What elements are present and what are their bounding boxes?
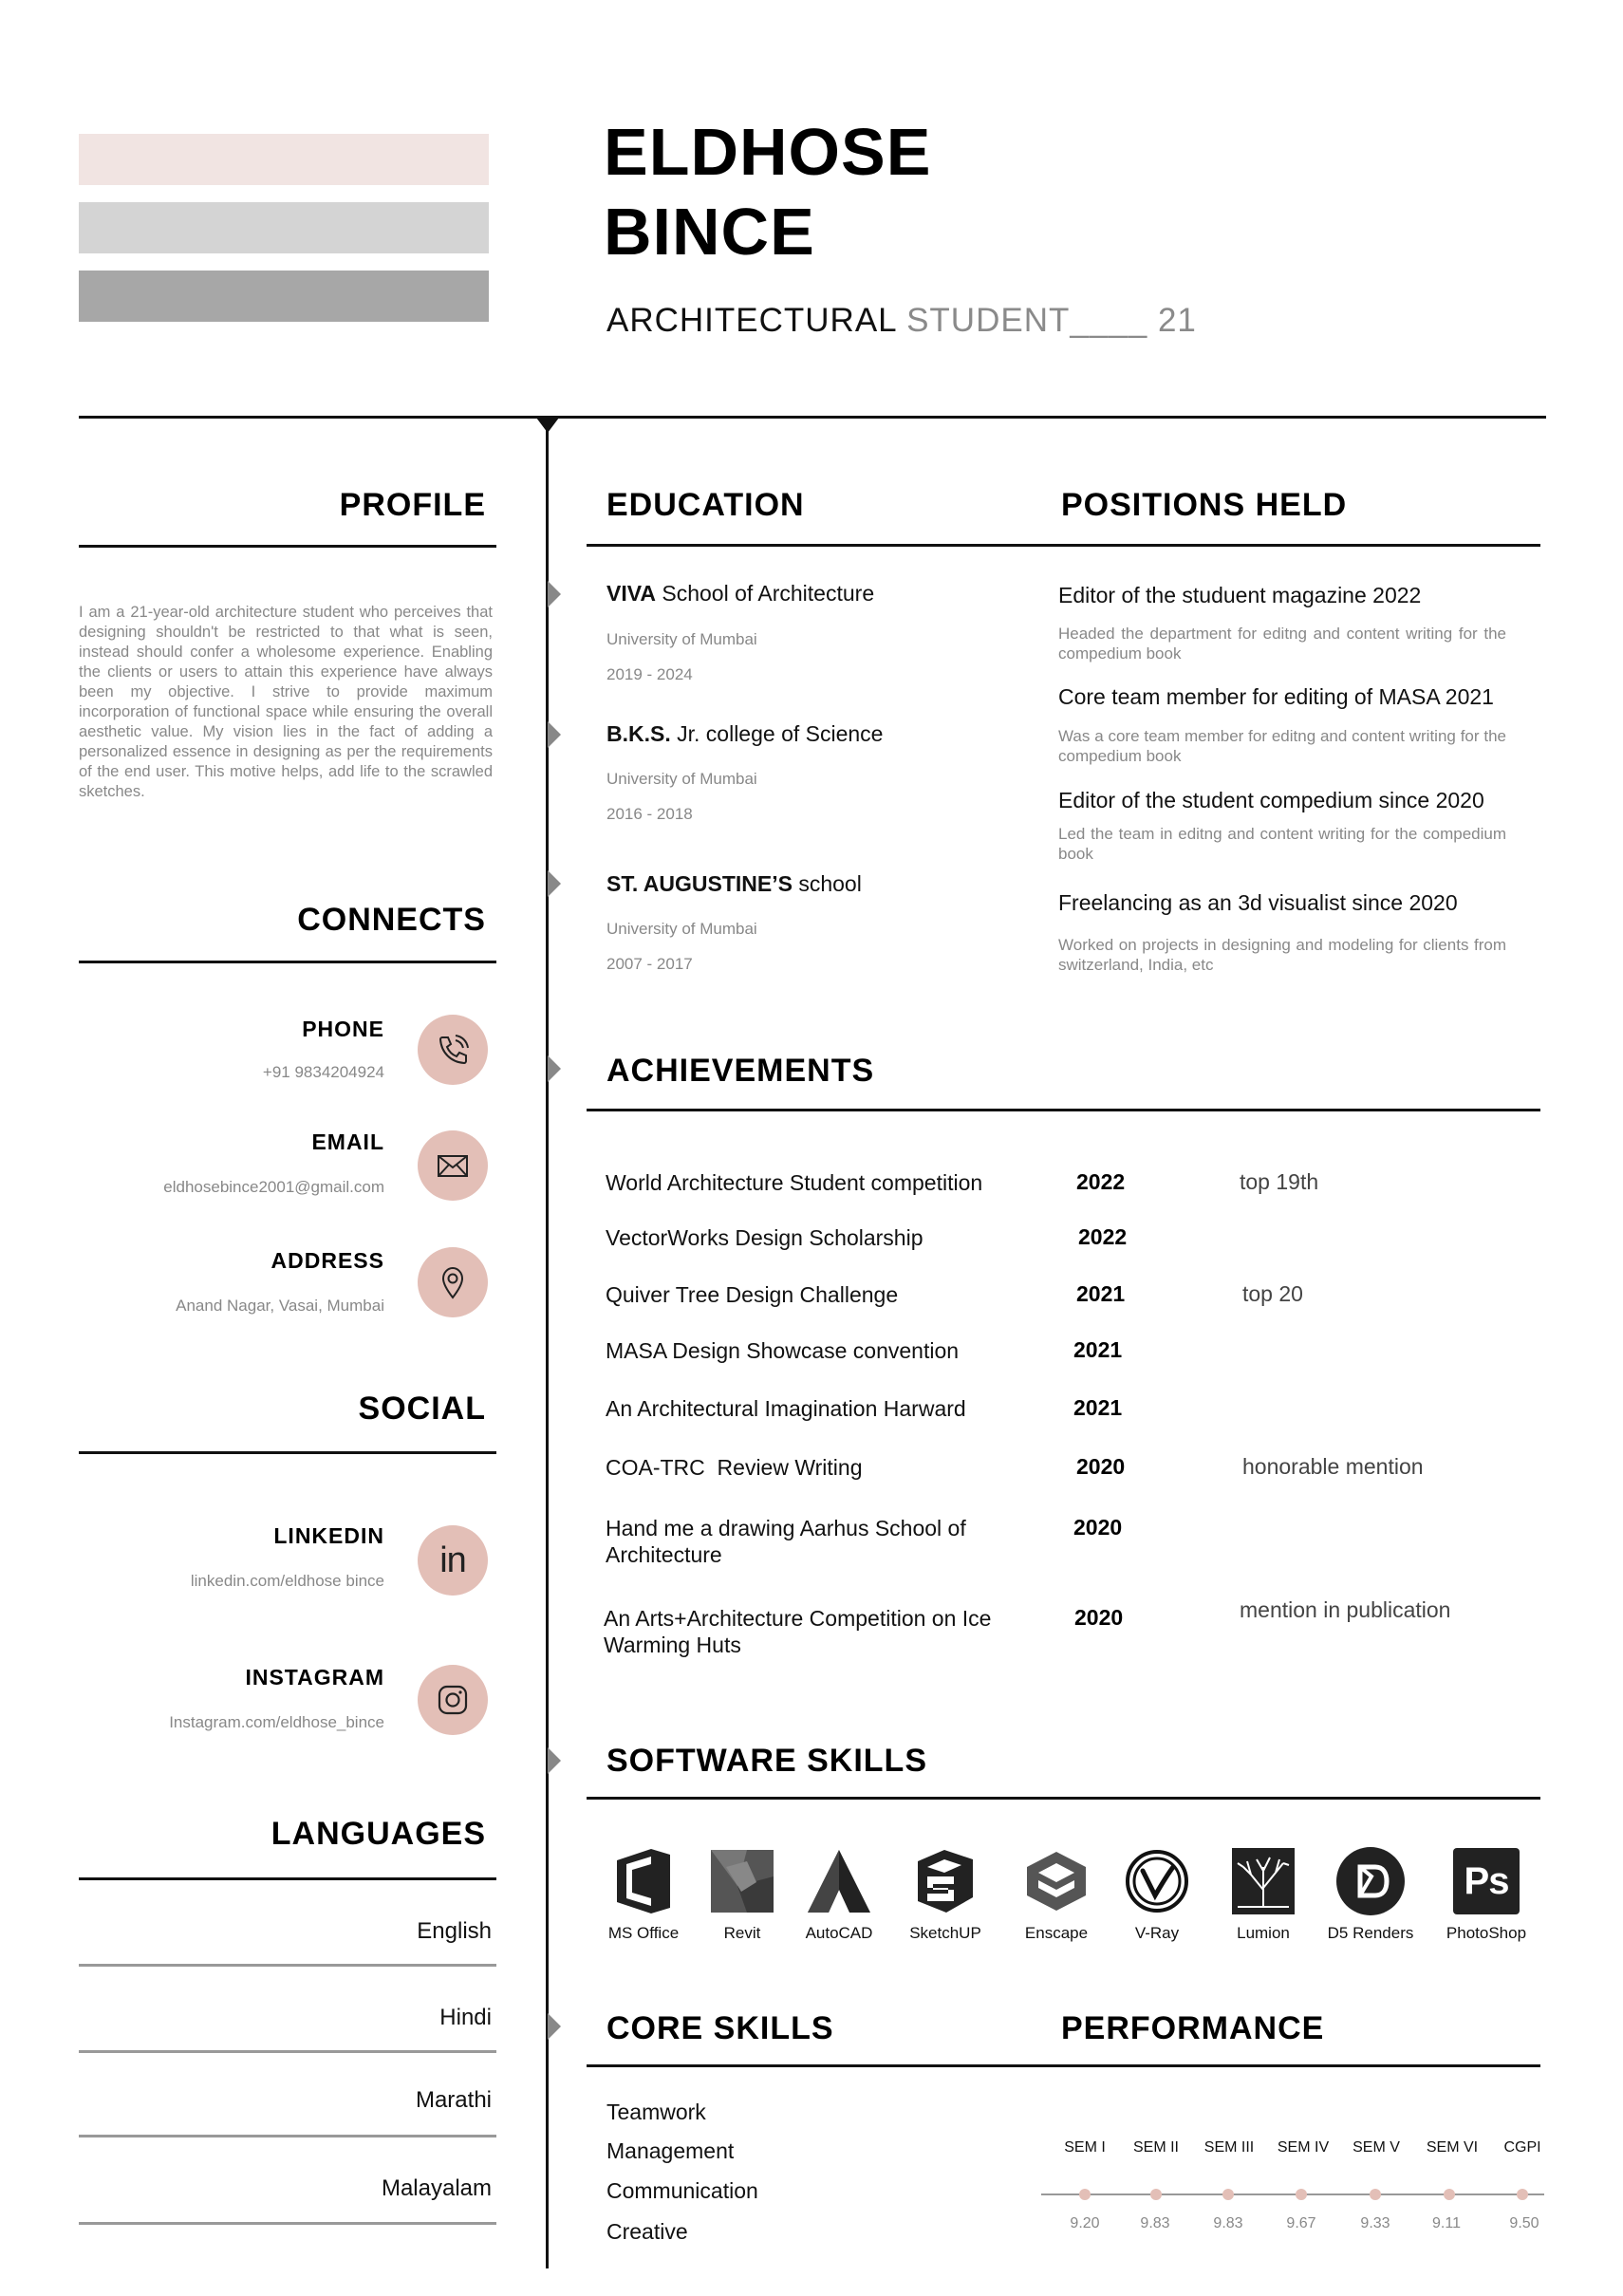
achievement-year-4: 2021 bbox=[1073, 1337, 1123, 1362]
candidate-name bbox=[604, 112, 931, 271]
address-label: ADDRESS bbox=[270, 1248, 384, 1273]
software-label-lumion: Lumion bbox=[1237, 1924, 1290, 1942]
positions-heading: POSITIONS HELD bbox=[1061, 487, 1348, 523]
achievement-year-1: 2022 bbox=[1076, 1169, 1126, 1194]
performance-label-6: SEM VI bbox=[1426, 2139, 1479, 2156]
profile-heading: PROFILE bbox=[339, 487, 486, 523]
profile-text: I am a 21-year-old architecture student who perceives that designing shouldn't be restricted to that what is seen, instead should confer a wholesome experience. Enabling the clients or users to attain this experience have always been my objective. I strive to provide maximum incorporation of functional space while ensuring the overall aesthetic value. My vision lies in the fact of adding a personalized essence in designing as per the requirements of the end user. This motive helps, add life to the scrawled sketches. bbox=[79, 604, 493, 800]
education-bold-3: ST. AUGUSTINE’S bbox=[606, 871, 793, 896]
instagram-value[interactable]: Instagram.com/eldhose_bince bbox=[169, 1713, 384, 1731]
achievements-heading: ACHIEVEMENTS bbox=[606, 1053, 875, 1089]
linkedin-value[interactable]: linkedin.com/eldhose bince bbox=[190, 1572, 384, 1590]
first-name: ELDHOSE bbox=[604, 115, 932, 189]
software-label-revit: Revit bbox=[723, 1924, 761, 1942]
achievement-year-5: 2021 bbox=[1073, 1395, 1123, 1420]
ms-office-icon bbox=[613, 1847, 674, 1915]
software-photoshop bbox=[1429, 1846, 1543, 1943]
instagram-icon bbox=[434, 1681, 472, 1719]
performance-value-3: 9.83 bbox=[1213, 2215, 1243, 2231]
social-divider bbox=[79, 1451, 496, 1454]
software-autocad bbox=[782, 1846, 896, 1943]
achievement-name-1: World Architecture Student competition bbox=[606, 1170, 983, 1195]
achievement-year-6: 2020 bbox=[1076, 1454, 1126, 1479]
performance-label-3: SEM III bbox=[1203, 2139, 1255, 2156]
software-lumion bbox=[1206, 1846, 1320, 1943]
performance-dot-3 bbox=[1222, 2189, 1234, 2200]
language-line-4 bbox=[79, 2222, 496, 2225]
phone-icon bbox=[434, 1031, 472, 1069]
phone-circle[interactable] bbox=[418, 1015, 488, 1085]
software-heading: SOFTWARE SKILLS bbox=[606, 1743, 927, 1779]
achievement-year-3: 2021 bbox=[1076, 1281, 1126, 1306]
achievements-divider bbox=[587, 1109, 1540, 1111]
column-divider bbox=[546, 418, 549, 2268]
education-title-1 bbox=[606, 581, 874, 607]
header-divider bbox=[79, 416, 1546, 419]
software-enscape bbox=[999, 1846, 1113, 1943]
lumion-icon bbox=[1230, 1846, 1297, 1916]
achievement-name-4: MASA Design Showcase convention bbox=[606, 1338, 960, 1363]
achievement-note-6: honorable mention bbox=[1242, 1454, 1424, 1479]
sketchup-icon bbox=[912, 1848, 979, 1914]
achievement-name-7: Hand me a drawing Aarhus School of Architecture bbox=[606, 1516, 966, 1567]
performance-value-6: 9.11 bbox=[1432, 2215, 1461, 2231]
performance-label-5: SEM V bbox=[1352, 2139, 1400, 2156]
performance-label-2: SEM II bbox=[1132, 2139, 1180, 2156]
phone-label: PHONE bbox=[302, 1017, 384, 1041]
education-university-3: University of Mumbai bbox=[606, 920, 757, 938]
language-line-1 bbox=[79, 1964, 496, 1967]
performance-value-1: 9.20 bbox=[1070, 2215, 1100, 2231]
position-title-2: Core team member for editing of MASA 2021 bbox=[1058, 684, 1494, 709]
performance-value-7: 9.50 bbox=[1509, 2215, 1539, 2231]
education-rest-3: school bbox=[792, 871, 862, 896]
performance-dot-1 bbox=[1079, 2189, 1091, 2200]
marker-education-2 bbox=[548, 721, 561, 748]
marker-education-3 bbox=[548, 870, 561, 897]
email-value[interactable]: eldhosebince2001@gmail.com bbox=[163, 1178, 384, 1196]
instagram-circle[interactable] bbox=[418, 1665, 488, 1735]
position-title-1: Editor of the studuent magazine 2022 bbox=[1058, 583, 1422, 607]
achievement-year-8: 2020 bbox=[1074, 1605, 1124, 1630]
marker-achievements bbox=[548, 1055, 561, 1082]
software-label-enscape: Enscape bbox=[1024, 1924, 1089, 1942]
performance-dot-4 bbox=[1296, 2189, 1307, 2200]
swatch-pink bbox=[79, 134, 489, 185]
divider-apex bbox=[536, 418, 559, 433]
language-english: English bbox=[417, 1918, 492, 1944]
language-malayalam: Malayalam bbox=[381, 2175, 492, 2201]
software-label-d5-renders: D5 Renders bbox=[1327, 1924, 1414, 1942]
education-years-1: 2019 - 2024 bbox=[606, 665, 693, 683]
performance-value-4: 9.67 bbox=[1286, 2215, 1316, 2231]
achievement-note-8: mention in publication bbox=[1240, 1597, 1451, 1622]
education-title-3 bbox=[606, 871, 862, 897]
location-icon bbox=[434, 1263, 472, 1301]
software-sketchup bbox=[888, 1846, 1002, 1943]
autocad-icon bbox=[806, 1848, 872, 1914]
performance-label-1: SEM I bbox=[1064, 2139, 1106, 2156]
languages-heading: LANGUAGES bbox=[270, 1816, 486, 1852]
photoshop-glyph: Ps bbox=[1464, 1859, 1509, 1902]
vray-icon bbox=[1124, 1848, 1190, 1914]
mail-icon bbox=[434, 1147, 472, 1185]
education-rest-1: School of Architecture bbox=[655, 581, 875, 606]
languages-divider bbox=[79, 1877, 496, 1880]
education-university-2: University of Mumbai bbox=[606, 770, 757, 788]
software-label-vray: V-Ray bbox=[1134, 1924, 1180, 1942]
software-label-ms-office: MS Office bbox=[607, 1924, 680, 1942]
performance-track bbox=[1041, 2193, 1544, 2195]
address-circle[interactable] bbox=[418, 1247, 488, 1317]
performance-value-5: 9.33 bbox=[1360, 2215, 1390, 2231]
d5-renders-icon bbox=[1335, 1846, 1406, 1916]
achievement-name-6: COA-TRC Review Writing bbox=[606, 1455, 863, 1480]
software-label-autocad: AutoCAD bbox=[805, 1924, 873, 1942]
last-name: BINCE bbox=[604, 195, 815, 269]
software-vray bbox=[1100, 1846, 1214, 1943]
education-years-3: 2007 - 2017 bbox=[606, 955, 693, 973]
education-years-2: 2016 - 2018 bbox=[606, 805, 693, 823]
connects-heading: CONNECTS bbox=[297, 902, 486, 938]
performance-label-7: CGPI bbox=[1503, 2139, 1541, 2156]
achievement-note-3: top 20 bbox=[1242, 1281, 1303, 1306]
profile-divider bbox=[79, 545, 496, 548]
position-desc-3: Led the team in editng and content writing for the compedium book bbox=[1058, 825, 1506, 863]
position-desc-2: Was a core team member for editng and content writing for the compedium book bbox=[1058, 727, 1506, 765]
language-line-2 bbox=[79, 2050, 496, 2053]
phone-value[interactable]: +91 9834204924 bbox=[262, 1063, 384, 1081]
software-label-photoshop: PhotoShop bbox=[1446, 1924, 1527, 1942]
software-label-sketchup: SketchUP bbox=[909, 1924, 981, 1942]
linkedin-label: LINKEDIN bbox=[273, 1523, 384, 1548]
core-skill-communication: Communication bbox=[606, 2178, 758, 2203]
achievement-year-2: 2022 bbox=[1078, 1224, 1128, 1249]
revit-icon bbox=[709, 1848, 775, 1914]
marker-software bbox=[548, 1747, 561, 1774]
marker-core-skills bbox=[548, 2013, 561, 2040]
performance-value-2: 9.83 bbox=[1140, 2215, 1170, 2231]
address-value: Anand Nagar, Vasai, Mumbai bbox=[176, 1297, 384, 1315]
performance-heading: PERFORMANCE bbox=[1061, 2010, 1325, 2046]
software-d5-renders bbox=[1314, 1846, 1427, 1943]
performance-dot-7 bbox=[1517, 2189, 1528, 2200]
core-skills-divider bbox=[587, 2064, 1540, 2067]
performance-label-4: SEM IV bbox=[1277, 2139, 1330, 2156]
role-main: ARCHITECTURAL bbox=[606, 302, 897, 339]
position-title-4: Freelancing as an 3d visualist since 2020 bbox=[1058, 890, 1458, 915]
position-desc-1: Headed the department for editng and content writing for the compedium book bbox=[1058, 625, 1506, 663]
age: 21 bbox=[1157, 302, 1197, 339]
linkedin-circle[interactable] bbox=[418, 1525, 488, 1596]
linkedin-icon: in bbox=[439, 1540, 466, 1580]
role-secondary: STUDENT bbox=[906, 302, 1071, 339]
education-heading: EDUCATION bbox=[606, 487, 805, 523]
achievement-name-2: VectorWorks Design Scholarship bbox=[606, 1225, 923, 1250]
language-hindi: Hindi bbox=[439, 2005, 492, 2030]
core-skill-creative: Creative bbox=[606, 2219, 688, 2244]
achievement-name-8: An Arts+Architecture Competition on Ice Warming Huts bbox=[604, 1606, 992, 1657]
email-label: EMAIL bbox=[311, 1129, 384, 1154]
position-title-3: Editor of the student compedium since 2020 bbox=[1058, 788, 1484, 812]
performance-dot-2 bbox=[1150, 2189, 1162, 2200]
language-marathi: Marathi bbox=[415, 2087, 492, 2113]
education-title-2 bbox=[606, 721, 883, 747]
achievement-note-1: top 19th bbox=[1240, 1169, 1319, 1194]
performance-dot-6 bbox=[1444, 2189, 1455, 2200]
role-title bbox=[606, 302, 1197, 340]
education-university-1: University of Mumbai bbox=[606, 630, 757, 648]
performance-dot-5 bbox=[1370, 2189, 1381, 2200]
core-skill-management: Management bbox=[606, 2138, 735, 2163]
role-separator: ____ bbox=[1070, 302, 1148, 339]
core-skills-heading: CORE SKILLS bbox=[606, 2010, 834, 2046]
social-heading: SOCIAL bbox=[358, 1391, 486, 1427]
achievement-year-7: 2020 bbox=[1073, 1515, 1123, 1540]
education-rest-2: Jr. college of Science bbox=[670, 721, 884, 746]
core-skill-teamwork: Teamwork bbox=[606, 2100, 706, 2124]
software-divider bbox=[587, 1797, 1540, 1800]
education-bold-1: VIVA bbox=[606, 581, 656, 606]
education-bold-2: B.K.S. bbox=[606, 721, 671, 746]
connects-divider bbox=[79, 961, 496, 963]
marker-education-1 bbox=[548, 581, 561, 607]
achievement-name-5: An Architectural Imagination Harward bbox=[606, 1396, 966, 1421]
photoshop-icon bbox=[1453, 1848, 1520, 1914]
software-ms-office bbox=[587, 1846, 700, 1943]
achievement-name-3: Quiver Tree Design Challenge bbox=[606, 1282, 899, 1307]
education-divider bbox=[587, 544, 1540, 547]
instagram-label: INSTAGRAM bbox=[245, 1665, 384, 1689]
email-circle[interactable] bbox=[418, 1130, 488, 1201]
language-line-3 bbox=[79, 2135, 496, 2137]
enscape-icon bbox=[1023, 1848, 1090, 1914]
position-desc-4: Worked on projects in designing and modeling for clients from switzerland, India, etc bbox=[1058, 936, 1506, 974]
swatch-light-grey bbox=[79, 202, 489, 253]
swatch-grey bbox=[79, 271, 489, 322]
